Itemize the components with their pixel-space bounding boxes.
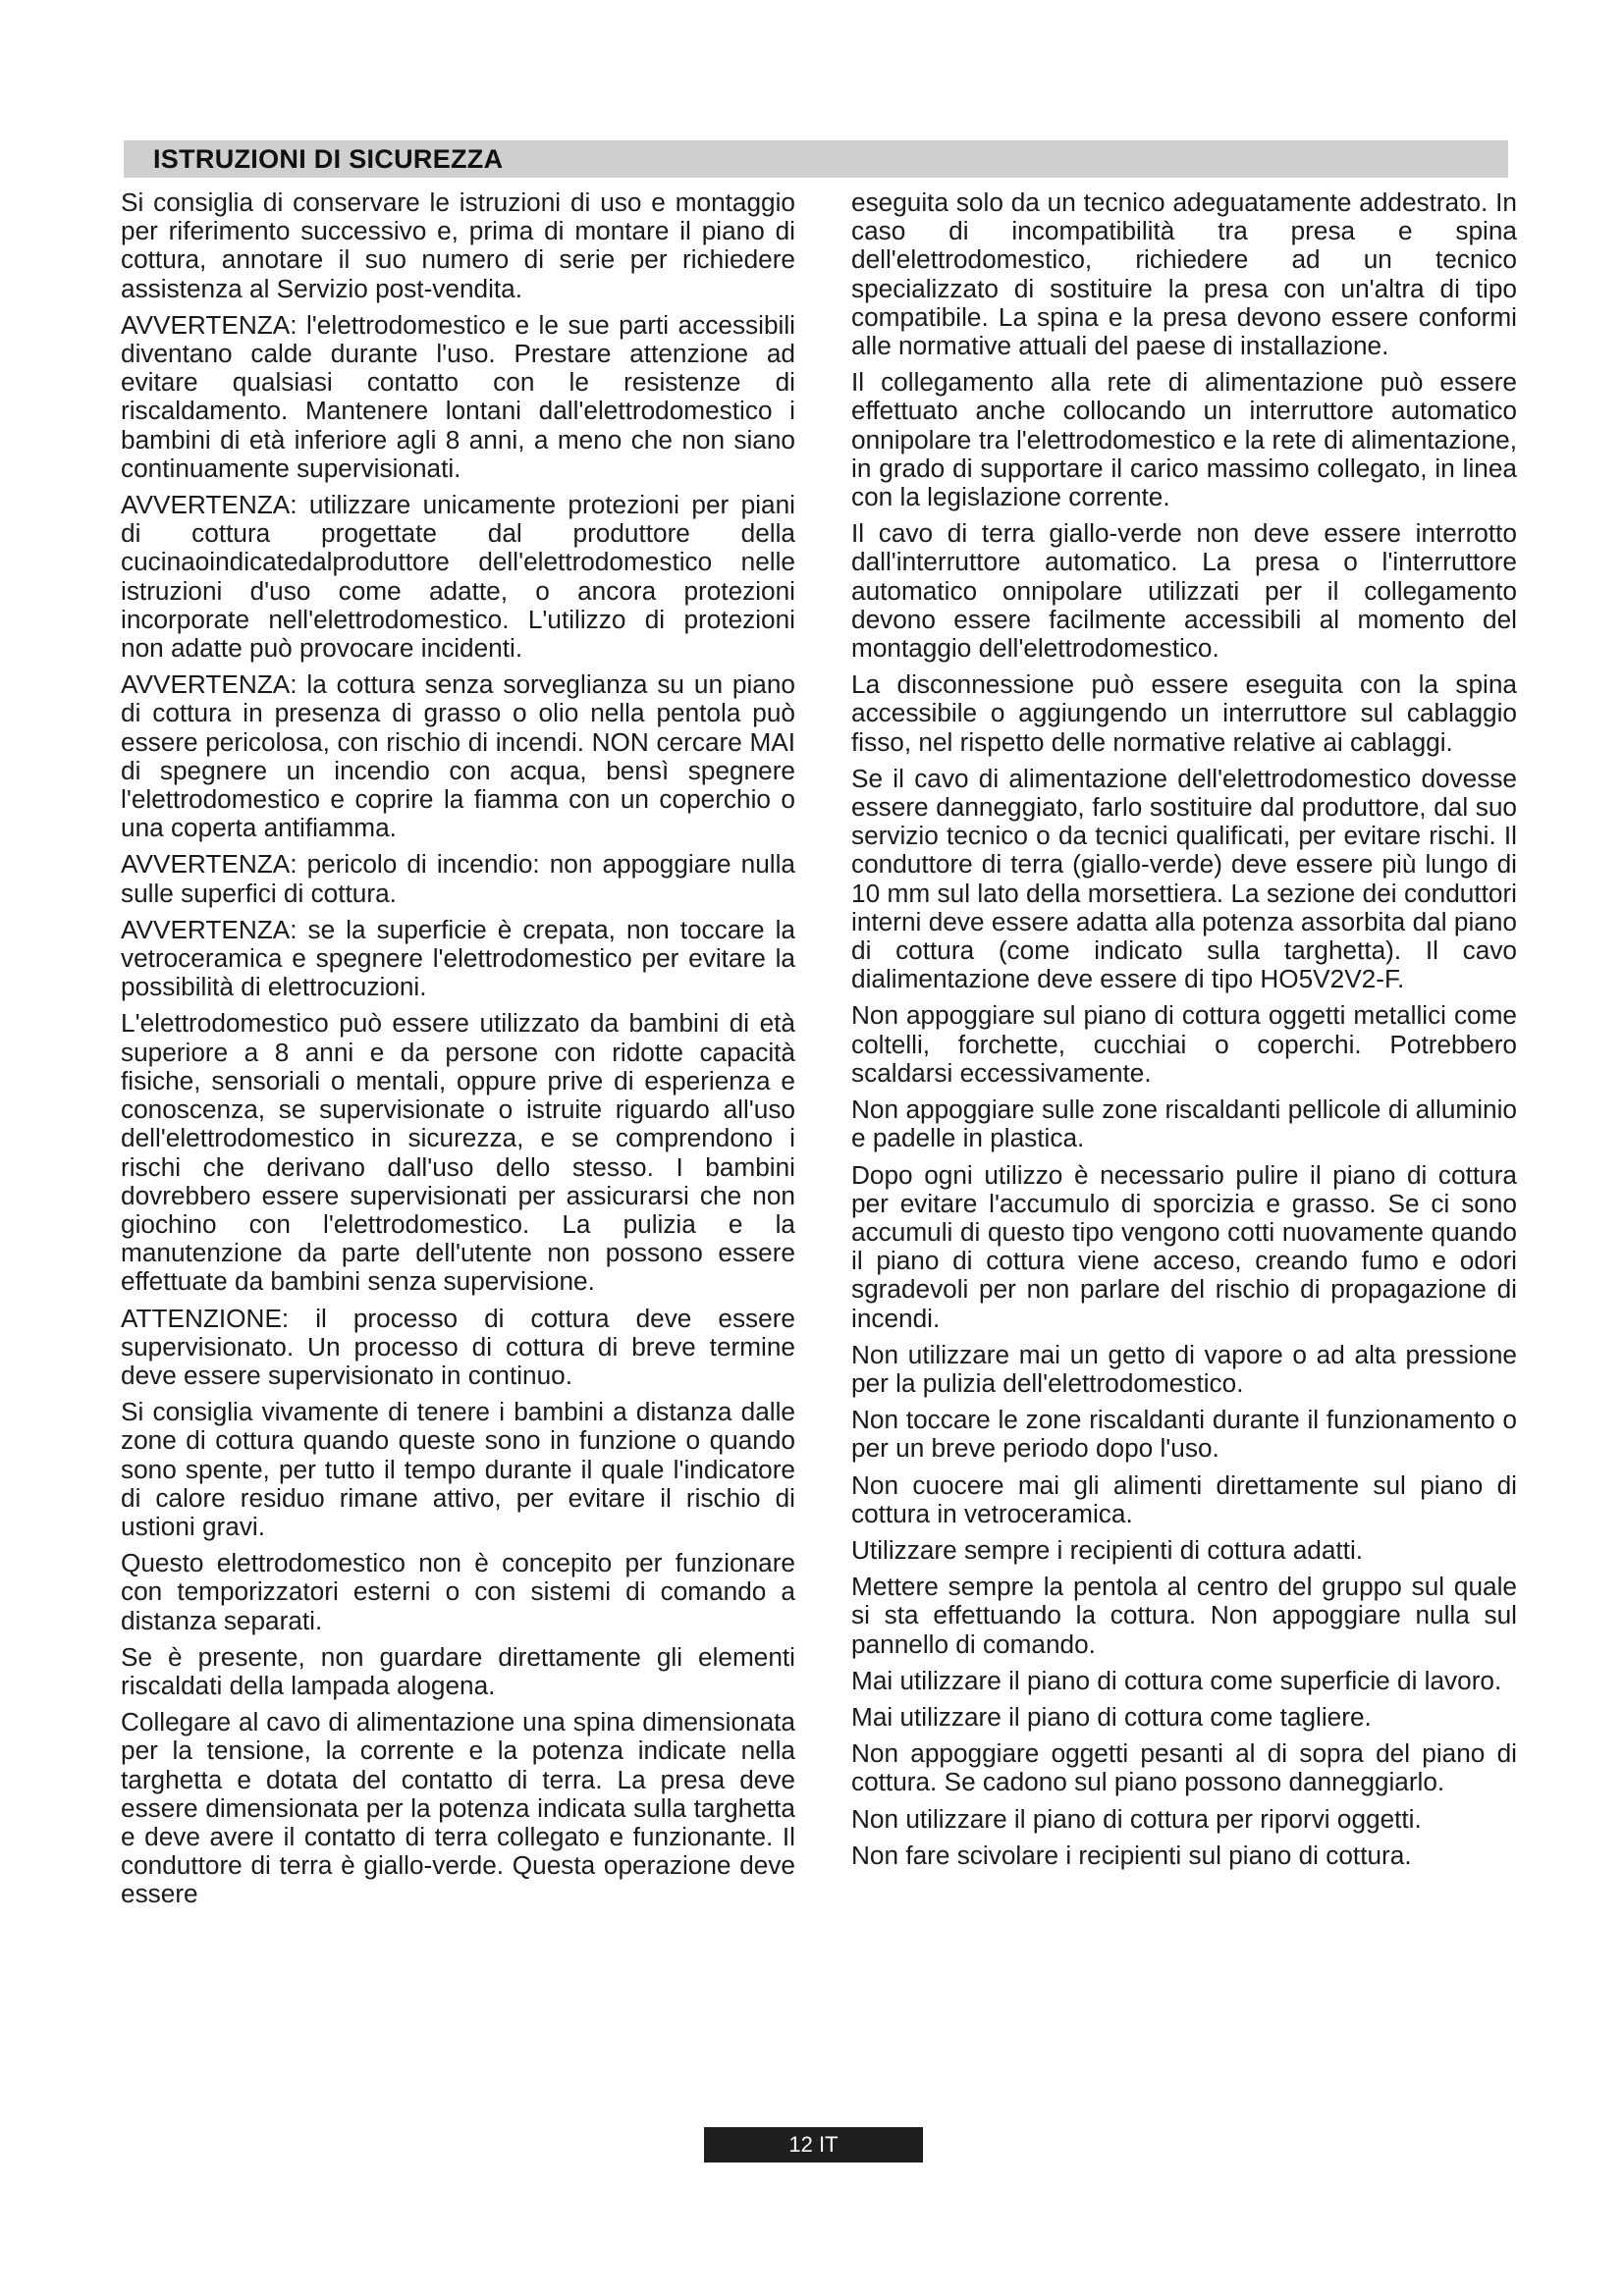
section-title: ISTRUZIONI DI SICUREZZA: [153, 144, 504, 174]
paragraph: AVVERTENZA: utilizzare unicamente protezioni per piani di cottura progettate dal produttore della cucinaoindicatedalproduttore dell'elettrodomestico nelle istruzioni d'uso come adatte, o ancora protezioni incorporate nell'elettrodomestico. L'utilizzo di protezioni non adatte può provocare incidenti.: [121, 490, 795, 664]
paragraph: Mai utilizzare il piano di cottura come superficie di lavoro.: [851, 1665, 1502, 1695]
right-text-column: [851, 188, 1517, 1878]
paragraph: Non utilizzare il piano di cottura per riporvi oggetti.: [851, 1803, 1422, 1834]
paragraph: Non fare scivolare i recipienti sul piano di cottura.: [851, 1840, 1412, 1870]
paragraph: Questo elettrodomestico non è concepito per funzionare con temporizzatori esterni o con sistemi di comando a distanza separati.: [121, 1548, 795, 1635]
left-text-column: [121, 188, 795, 1917]
paragraph: ATTENZIONE: il processo di cottura deve essere supervisionato. Un processo di cottura di breve termine deve essere supervisionato in continuo.: [121, 1303, 795, 1390]
paragraph: Se è presente, non guardare direttamente gli elementi riscaldati della lampada alogena.: [121, 1641, 795, 1700]
paragraph: eseguita solo da un tecnico adeguatamente addestrato. In caso di incompatibilità tra presa e spina dell'elettrodomestico, richiedere ad un tecnico specializzato di sostituire la presa con un'altra di tipo compatibile. La spina e la presa devono essere conformi alle normative attuali del paese di installazione.: [851, 187, 1517, 361]
paragraph: Mettere sempre la pentola al centro del gruppo sul quale si sta effettuando la cottura. Non appoggiare nulla sul pannello di comando.: [851, 1572, 1517, 1659]
paragraph: AVVERTENZA: se la superficie è crepata, non toccare la vetroceramica e spegnere l'elettrodomestico per evitare la possibilità di elettrocuzioni.: [121, 914, 795, 1002]
paragraph: Collegare al cavo di alimentazione una spina dimensionata per la tensione, la corrente e la potenza indicate nella targhetta e dotata del contatto di terra. La presa deve essere dimensionata per la potenza indicata sulla targhetta e deve avere il contatto di terra collegato e funzionante. Il conduttore di terra è giallo-verde. Questa operazione deve essere: [121, 1707, 795, 1909]
paragraph: Non appoggiare sul piano di cottura oggetti metallici come coltelli, forchette, cucchiai o coperchi. Potrebbero scaldarsi eccessivamente.: [851, 1000, 1517, 1088]
paragraph: Si consiglia di conservare le istruzioni di uso e montaggio per riferimento successivo e, prima di montare il piano di cottura, annotare il suo numero di serie per richiedere assistenza al Servizio post-vendita.: [121, 187, 795, 303]
paragraph: Dopo ogni utilizzo è necessario pulire il piano di cottura per evitare l'accumulo di sporcizia e grasso. Se ci sono accumuli di questo tipo vengono cotti nuovamente quando il piano di cottura viene acceso, creando fumo e odori sgradevoli per non parlare del rischio di propagazione di incendi.: [851, 1159, 1517, 1333]
paragraph: Mai utilizzare il piano di cottura come tagliere.: [851, 1701, 1372, 1732]
section-header-bar: [124, 140, 1508, 178]
paragraph: Non appoggiare oggetti pesanti al di sopra del piano di cottura. Se cadono sul piano possono danneggiarlo.: [851, 1738, 1517, 1797]
paragraph: L'elettrodomestico può essere utilizzato da bambini di età superiore a 8 anni e da persone con ridotte capacità fisiche, sensoriali o mentali, oppure prive di esperienza e conoscenza, se supervisionate o istruite riguardo all'uso dell'elettrodomestico in sicurezza, e se comprendono i rischi che derivano dall'uso dello stesso. I bambini dovrebbero essere supervisionati per assicurarsi che non giochino con l'elettrodomestico. La pulizia e la manutenzione da parte dell'utente non possono essere effettuate da bambini senza supervisione.: [121, 1008, 795, 1297]
paragraph: AVVERTENZA: l'elettrodomestico e le sue parti accessibili diventano calde durante l'uso. Prestare attenzione ad evitare qualsiasi contatto con le resistenze di riscaldamento. Mantenere lontani dall'elettrodomestico i bambini di età inferiore agli 8 anni, a meno che non siano continuamente supervisionati.: [121, 309, 795, 483]
paragraph: Utilizzare sempre i recipienti di cottura adatti.: [851, 1534, 1364, 1565]
paragraph: AVVERTENZA: pericolo di incendio: non appoggiare nulla sulle superfici di cottura.: [121, 849, 795, 908]
paragraph: Si consiglia vivamente di tenere i bambini a distanza dalle zone di cottura quando queste sono in funzione o quando sono spente, per tutto il tempo durante il quale l'indicatore di calore residuo rimane attivo, per evitare il rischio di ustioni gravi.: [121, 1397, 795, 1541]
page-number-badge: 12 IT: [704, 2127, 923, 2163]
paragraph: Non cuocere mai gli alimenti direttamente sul piano di cottura in vetroceramica.: [851, 1469, 1517, 1528]
paragraph: Il collegamento alla rete di alimentazione può essere effettuato anche collocando un interruttore automatico onnipolare tra l'elettrodomestico e la rete di alimentazione, in grado di supportare il carico massimo collegato, in linea con la legislazione corrente.: [851, 367, 1517, 512]
paragraph: Il cavo di terra giallo-verde non deve essere interrotto dall'interruttore automatico. La presa o l'interruttore automatico onnipolare utilizzati per il collegamento devono essere facilmente accessibili al momento del montaggio dell'elettrodomestico.: [851, 518, 1517, 664]
paragraph: Non toccare le zone riscaldanti durante il funzionamento o per un breve periodo dopo l'uso.: [851, 1405, 1517, 1464]
paragraph: Se il cavo di alimentazione dell'elettrodomestico dovesse essere danneggiato, farlo sostituire dal produttore, dal suo servizio tecnico o da tecnici qualificati, per evitare rischi. Il conduttore di terra (giallo-verde) deve essere più lungo di 10 mm sul lato della morsettiera. La sezione dei conduttori interni deve essere adatta alla potenza assorbita dal piano di cottura (come indicato sulla targhetta). Il cavo dialimentazione deve essere di tipo HO5V2V2-F.: [851, 763, 1517, 994]
paragraph: Non utilizzare mai un getto di vapore o ad alta pressione per la pulizia dell'elettrodomestico.: [851, 1339, 1517, 1398]
paragraph: AVVERTENZA: la cottura senza sorveglianza su un piano di cottura in presenza di grasso o olio nella pentola può essere pericolosa, con rischio di incendi. NON cercare MAI di spegnere un incendio con acqua, bensì spegnere l'elettrodomestico e coprire la fiamma con un coperchio o una coperta antifiamma.: [121, 669, 795, 843]
paragraph: Non appoggiare sulle zone riscaldanti pellicole di alluminio e padelle in plastica.: [851, 1095, 1517, 1153]
paragraph: La disconnessione può essere eseguita con la spina accessibile o aggiungendo un interruttore sul cablaggio fisso, nel rispetto delle normative relative ai cablaggi.: [851, 669, 1517, 757]
